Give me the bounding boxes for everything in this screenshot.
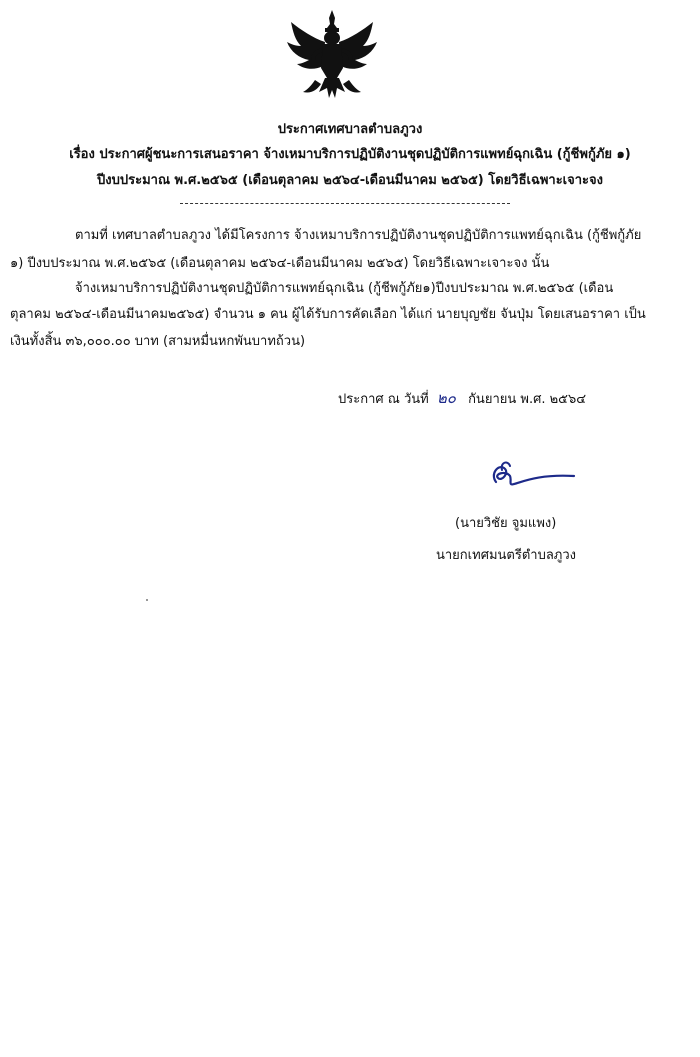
paragraph-2-line-1: จ้างเหมาบริการปฏิบัติงานชุดปฏิบัติการแพทย์ฉุกเฉิน (กู้ชีพกู้ภัย๑)ปีงบประมาณ พ.ศ.๒๕๖๕ (เดือน: [75, 281, 614, 296]
paragraph-2-line-3: เงินทั้งสิ้น ๓๖,๐๐๐.๐๐ บาท (สามหมื่นหกพันบาทถ้วน): [10, 334, 306, 349]
notice-subject-period: ปีงบประมาณ พ.ศ.๒๕๖๕ (เดือนตุลาคม ๒๕๖๔-เดือนมีนาคม ๒๕๖๕) โดยวิธีเฉพาะเจาะจง: [97, 173, 603, 188]
date-prefix: ประกาศ ณ วันที่: [338, 392, 429, 407]
date-month-year: กันยายน พ.ศ. ๒๕๖๔: [468, 392, 587, 407]
signatory-position: นายกเทศมนตรีตำบลภูวง: [436, 548, 576, 563]
scan-speck: [146, 599, 148, 601]
notice-title: ประกาศเทศบาลตำบลภูวง: [277, 122, 423, 137]
signatory-name: (นายวิชัย จูมแพง): [455, 516, 557, 531]
paragraph-2-line-2: ตุลาคม ๒๕๖๔-เดือนมีนาคม๒๕๖๕) จำนวน ๑ คน ผู้ได้รับการคัดเลือก ได้แก่ นายบุญชัย จันปุ่ม โดยเสนอราคา เป็น: [10, 307, 646, 322]
separator-line: [180, 203, 510, 204]
handwritten-signature-icon: [488, 456, 578, 496]
notice-subject: เรื่อง ประกาศผู้ชนะการเสนอราคา จ้างเหมาบริการปฏิบัติงานชุดปฏิบัติการแพทย์ฉุกเฉิน (กู้ชีพกู้ภัย ๑): [69, 147, 631, 162]
date-day: ๒๐: [436, 389, 456, 407]
paragraph-1-line-2: ๑) ปีงบประมาณ พ.ศ.๒๕๖๕ (เดือนตุลาคม ๒๕๖๔-เดือนมีนาคม ๒๕๖๕) โดยวิธีเฉพาะเจาะจง นั้น: [10, 256, 550, 271]
garuda-emblem-icon: [285, 8, 379, 100]
announcement-date: [338, 386, 586, 410]
paragraph-1-line-1: ตามที่ เทศบาลตำบลภูวง ได้มีโครงการ จ้างเหมาบริการปฏิบัติงานชุดปฏิบัติการแพทย์ฉุกเฉิน (กู้ชีพกู้ภัย: [75, 228, 642, 243]
